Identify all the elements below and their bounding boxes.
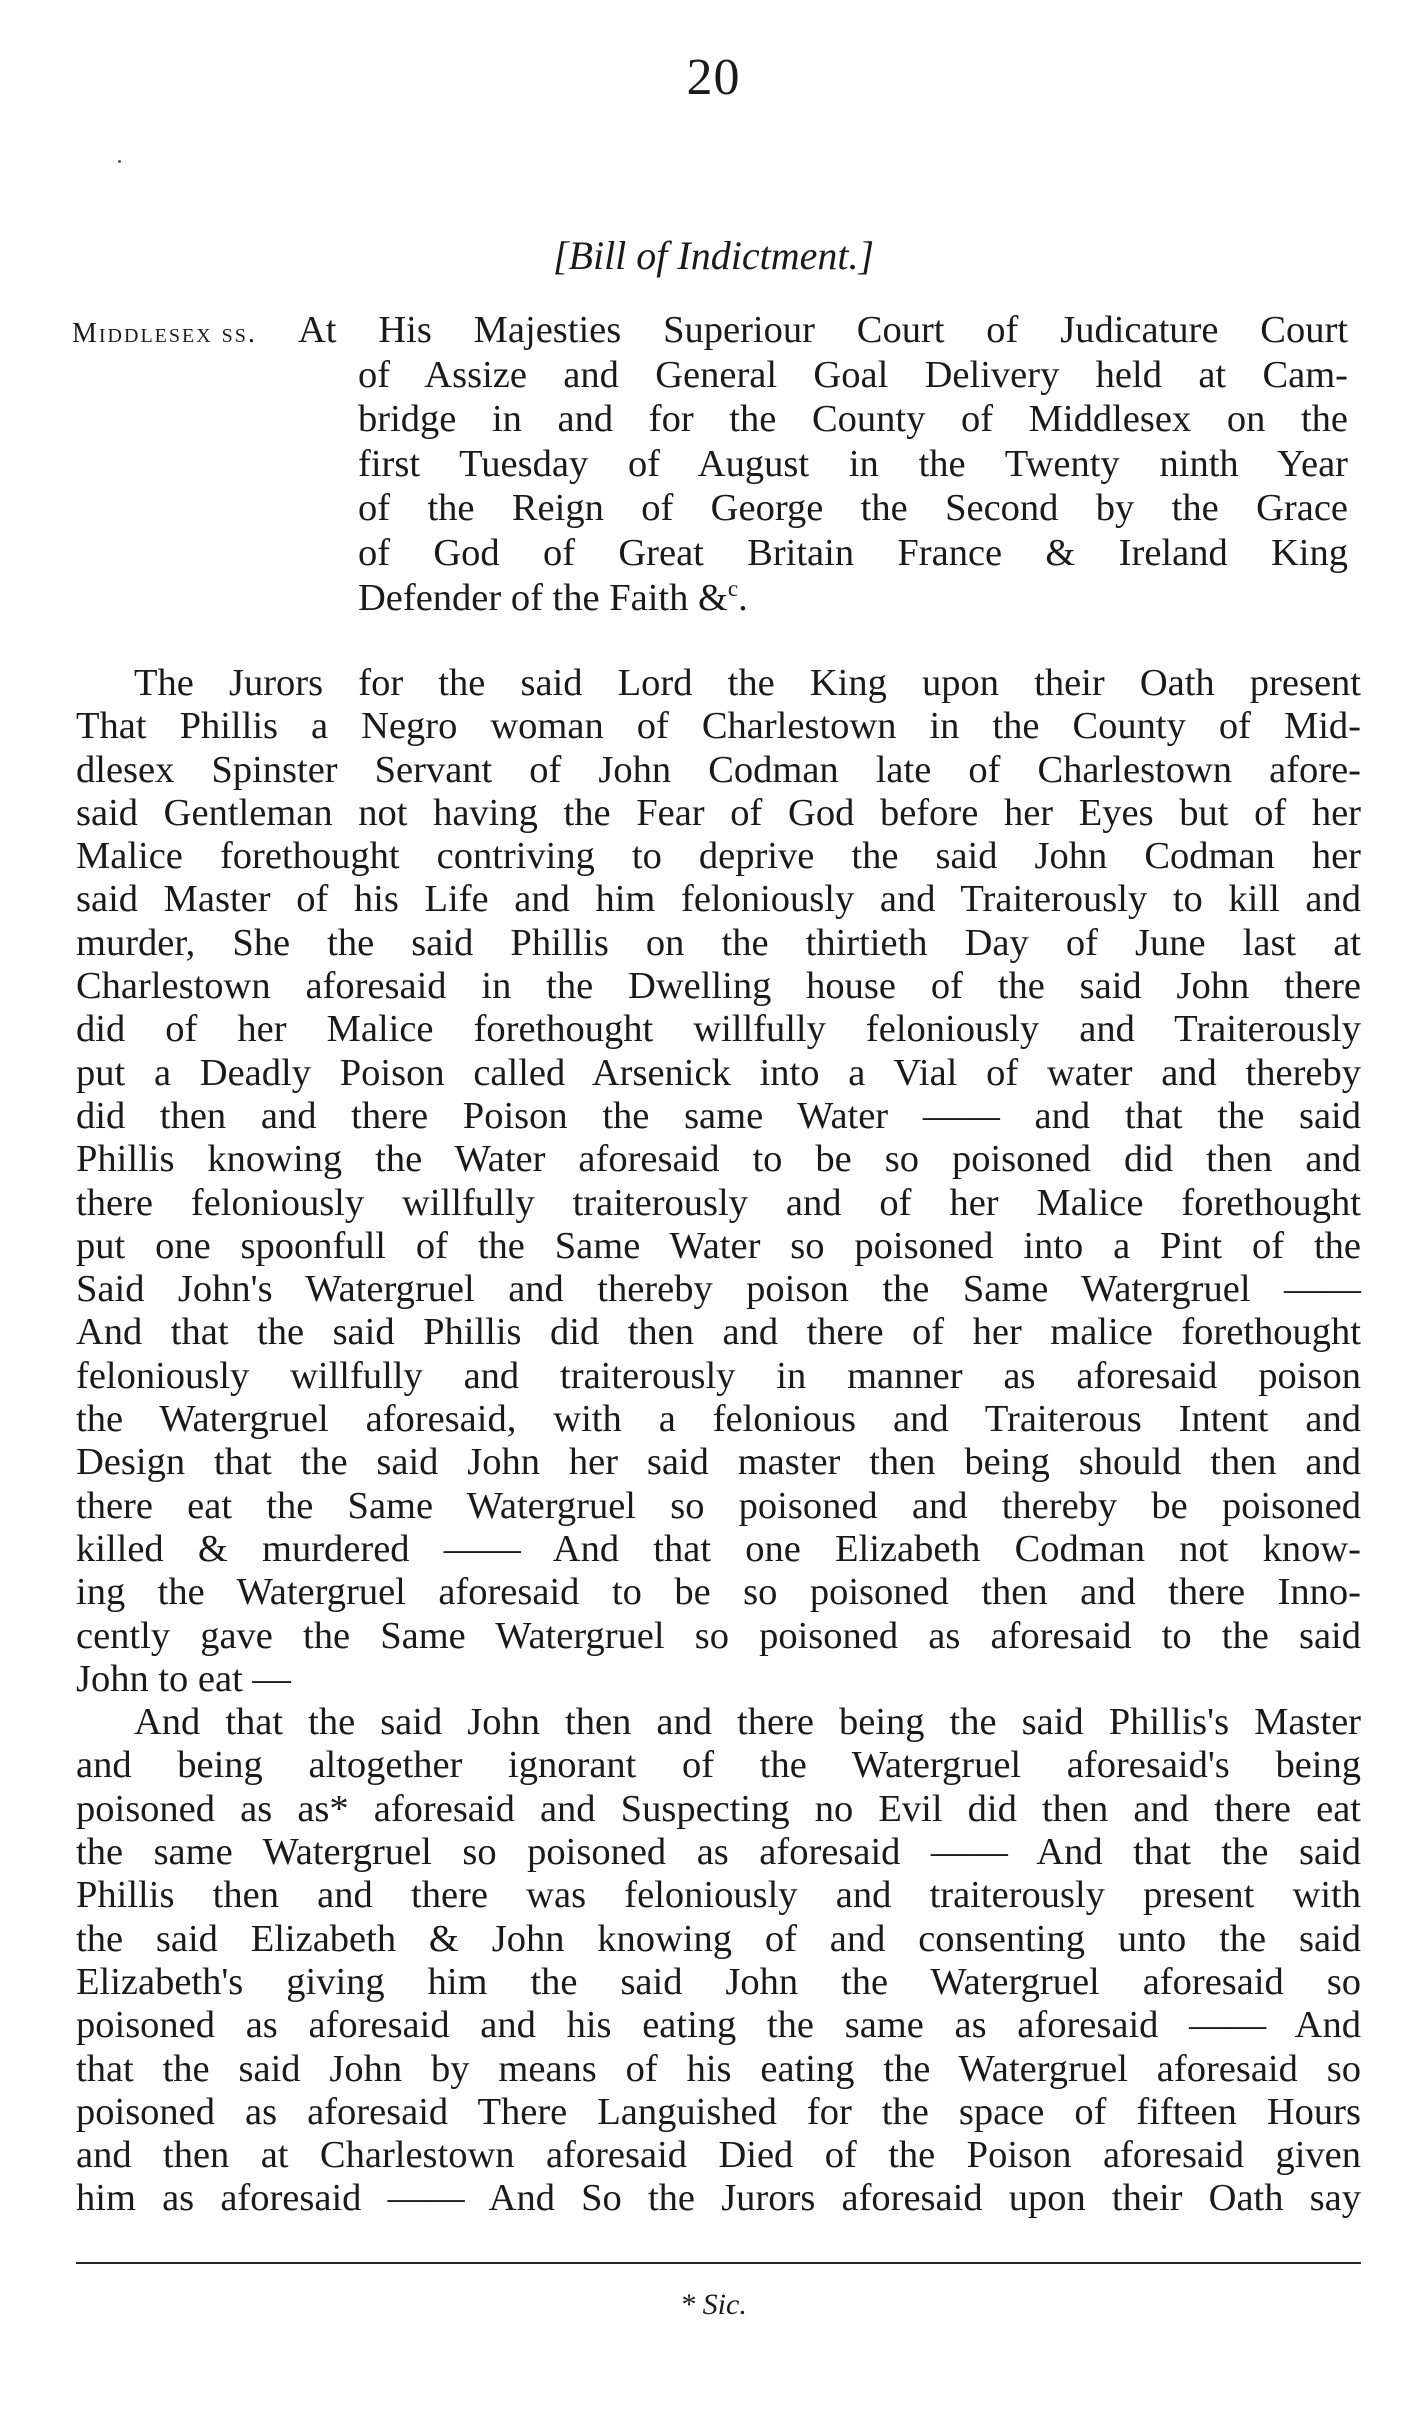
- caption-line: of the Reign of George the Second by the Grace: [358, 487, 1348, 530]
- body-line: killed & murdered —— And that one Elizabeth Codman not know-: [76, 1527, 1361, 1570]
- body-line: ing the Watergruel aforesaid to be so poisoned then and there Inno-: [76, 1571, 1361, 1614]
- body-line: dlesex Spinster Servant of John Codman late of Charlestown afore-: [76, 748, 1361, 791]
- footnote: * Sic.: [680, 2288, 747, 2321]
- heading-text: [Bill of Indictment.]: [552, 233, 875, 278]
- caption-period: .: [738, 576, 748, 619]
- body-line: And that the said John then and there being the said Phillis's Master: [134, 1701, 1361, 1744]
- indictment-body: [76, 662, 1361, 2221]
- footnote-divider: [76, 2262, 1361, 2264]
- body-line: Phillis then and there was feloniously and traiterously present with: [76, 1874, 1361, 1917]
- body-line: there eat the Same Watergruel so poisoned and thereby be poisoned: [76, 1484, 1361, 1527]
- body-line: put one spoonfull of the Same Water so poisoned into a Pint of the: [76, 1224, 1361, 1267]
- body-line: That Phillis a Negro woman of Charlestown in the County of Mid-: [76, 705, 1361, 748]
- body-line: Phillis knowing the Water aforesaid to be so poisoned did then and: [76, 1138, 1361, 1181]
- body-line: that the said John by means of his eating the Watergruel aforesaid so: [76, 2047, 1361, 2090]
- document-heading: [0, 232, 1427, 279]
- body-line: Malice forethought contriving to deprive the said John Codman her: [76, 835, 1361, 878]
- body-line: John to eat —: [76, 1657, 291, 1700]
- body-line: poisoned as aforesaid There Languished for the space of fifteen Hours: [76, 2090, 1361, 2133]
- body-line: Elizabeth's giving him the said John the Watergruel aforesaid so: [76, 1960, 1361, 2003]
- body-line: there feloniously willfully traiterously and of her Malice forethought: [76, 1181, 1361, 1224]
- body-line: him as aforesaid —— And So the Jurors aforesaid upon their Oath say: [76, 2177, 1361, 2220]
- body-line: did of her Malice forethought willfully feloniously and Traiterously: [76, 1008, 1361, 1051]
- body-line: poisoned as aforesaid and his eating the same as aforesaid —— And: [76, 2004, 1361, 2047]
- ink-speck: [118, 160, 121, 163]
- body-line: poisoned as as* aforesaid and Suspecting no Evil did then and there eat: [76, 1787, 1361, 1830]
- caption-line: of Assize and General Goal Delivery held at Cam-: [358, 353, 1348, 396]
- body-line: Said John's Watergruel and thereby poison the Same Watergruel ——: [76, 1268, 1361, 1311]
- body-line: The Jurors for the said Lord the King upon their Oath present: [134, 662, 1361, 704]
- caption-line-last: [358, 576, 1348, 621]
- body-line: and then at Charlestown aforesaid Died of the Poison aforesaid given: [76, 2134, 1361, 2177]
- body-line: the said Elizabeth & John knowing of and consenting unto the said: [76, 1917, 1361, 1960]
- body-line: put a Deadly Poison called Arsenick into a Vial of water and thereby: [76, 1051, 1361, 1094]
- body-line: feloniously willfully and traiterously in manner as aforesaid poison: [76, 1354, 1361, 1397]
- court-caption: [298, 308, 1348, 620]
- caption-line: of God of Great Britain France & Ireland King: [358, 531, 1348, 574]
- caption-line: bridge in and for the County of Middlesex on the: [358, 398, 1348, 441]
- page-number: 20: [686, 49, 741, 106]
- venue-label: Middlesex ss.: [72, 318, 257, 349]
- body-line: cently gave the Same Watergruel so poisoned as aforesaid to the said: [76, 1614, 1361, 1657]
- body-line: said Master of his Life and him feloniously and Traiterously to kill and: [76, 878, 1361, 921]
- body-line: the same Watergruel so poisoned as aforesaid —— And that the said: [76, 1831, 1361, 1874]
- caption-superscript: c: [727, 574, 739, 601]
- caption-line: first Tuesday of August in the Twenty ninth Year: [358, 442, 1348, 485]
- caption-text: Defender of the Faith &: [358, 576, 728, 619]
- caption-line: At His Majesties Superiour Court of Judicature Court: [298, 309, 1348, 351]
- body-line: murder, She the said Phillis on the thirtieth Day of June last at: [76, 921, 1361, 964]
- body-line: said Gentleman not having the Fear of God before her Eyes but of her: [76, 791, 1361, 834]
- body-line: the Watergruel aforesaid, with a felonious and Traiterous Intent and: [76, 1398, 1361, 1441]
- body-line: And that the said Phillis did then and there of her malice forethought: [76, 1311, 1361, 1354]
- body-line: Charlestown aforesaid in the Dwelling house of the said John there: [76, 965, 1361, 1008]
- body-line: Design that the said John her said master then being should then and: [76, 1441, 1361, 1484]
- body-line: did then and there Poison the same Water —— and that the said: [76, 1094, 1361, 1137]
- body-line: and being altogether ignorant of the Watergruel aforesaid's being: [76, 1744, 1361, 1787]
